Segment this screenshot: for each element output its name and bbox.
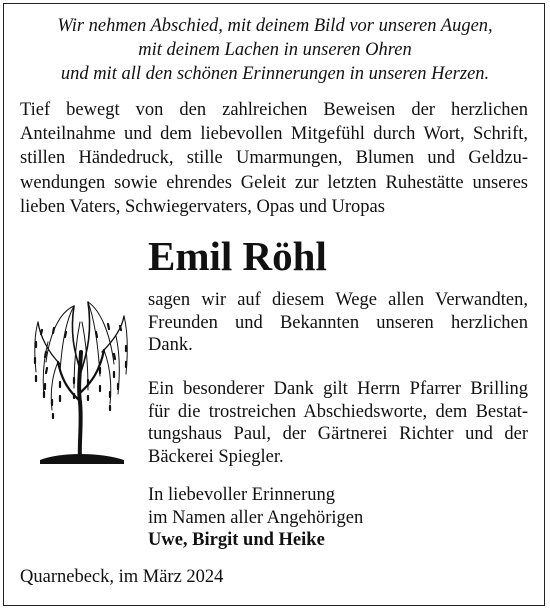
intro-line: wendungen sowie ehrendes Geleit zur letzten Ruhestätte unseres [20, 172, 528, 193]
closing-block [148, 484, 528, 552]
poem-line: Wir nehmen Abschied, mit deinem Bild vor unseren Augen, [57, 16, 493, 36]
poem-line: mit deinem Lachen in unseren Ohren [138, 40, 412, 60]
intro-line: Tief bewegt von den zahlreichen Beweisen der herzlichen [20, 100, 528, 120]
closing-line: In liebevoller Erinnerung [148, 485, 335, 505]
intro-line: stillen Händedruck, stille Umarmungen, Blumen und Geldzu- [20, 148, 528, 169]
intro-line: Anteilnahme und dem liebevollen Mitgefühl durch Wort, Schrift, [20, 124, 528, 145]
special-thanks-paragraph [148, 378, 528, 468]
poem-line: und mit all den schönen Erinnerungen in unseren Herzen. [60, 64, 490, 84]
thanks-line: sagen wir auf diesem Wege allen Verwandten, [148, 290, 528, 310]
thanks-line: Freunden und Bekannten unseren herzlichen [148, 312, 528, 333]
closing-line: im Namen aller Angehörigen [148, 507, 364, 528]
signers: Uwe, Birgit und Heike [148, 530, 325, 551]
thanks-line: Dank. [148, 335, 193, 356]
intro-line: lieben Vaters, Schwiegervaters, Opas und Uropas [20, 196, 385, 217]
place-date: Quarnebeck, im März 2024 [20, 567, 224, 587]
thanks-paragraph [148, 289, 528, 357]
intro-paragraph [20, 98, 528, 219]
weeping-willow-icon [30, 292, 132, 470]
deceased-name: Emil Röhl [148, 233, 327, 279]
memorial-poem [20, 14, 530, 86]
thanks-line: Ein besonderer Dank gilt Herrn Pfarrer Brilling [148, 379, 528, 399]
thanks-line: Bäckerei Spiegler. [148, 446, 284, 467]
thanks-line: für die trostreichen Abschiedsworte, dem Bestat- [148, 401, 528, 422]
thanks-line: tungshaus Paul, der Gärtnerei Richter und der [148, 424, 528, 445]
